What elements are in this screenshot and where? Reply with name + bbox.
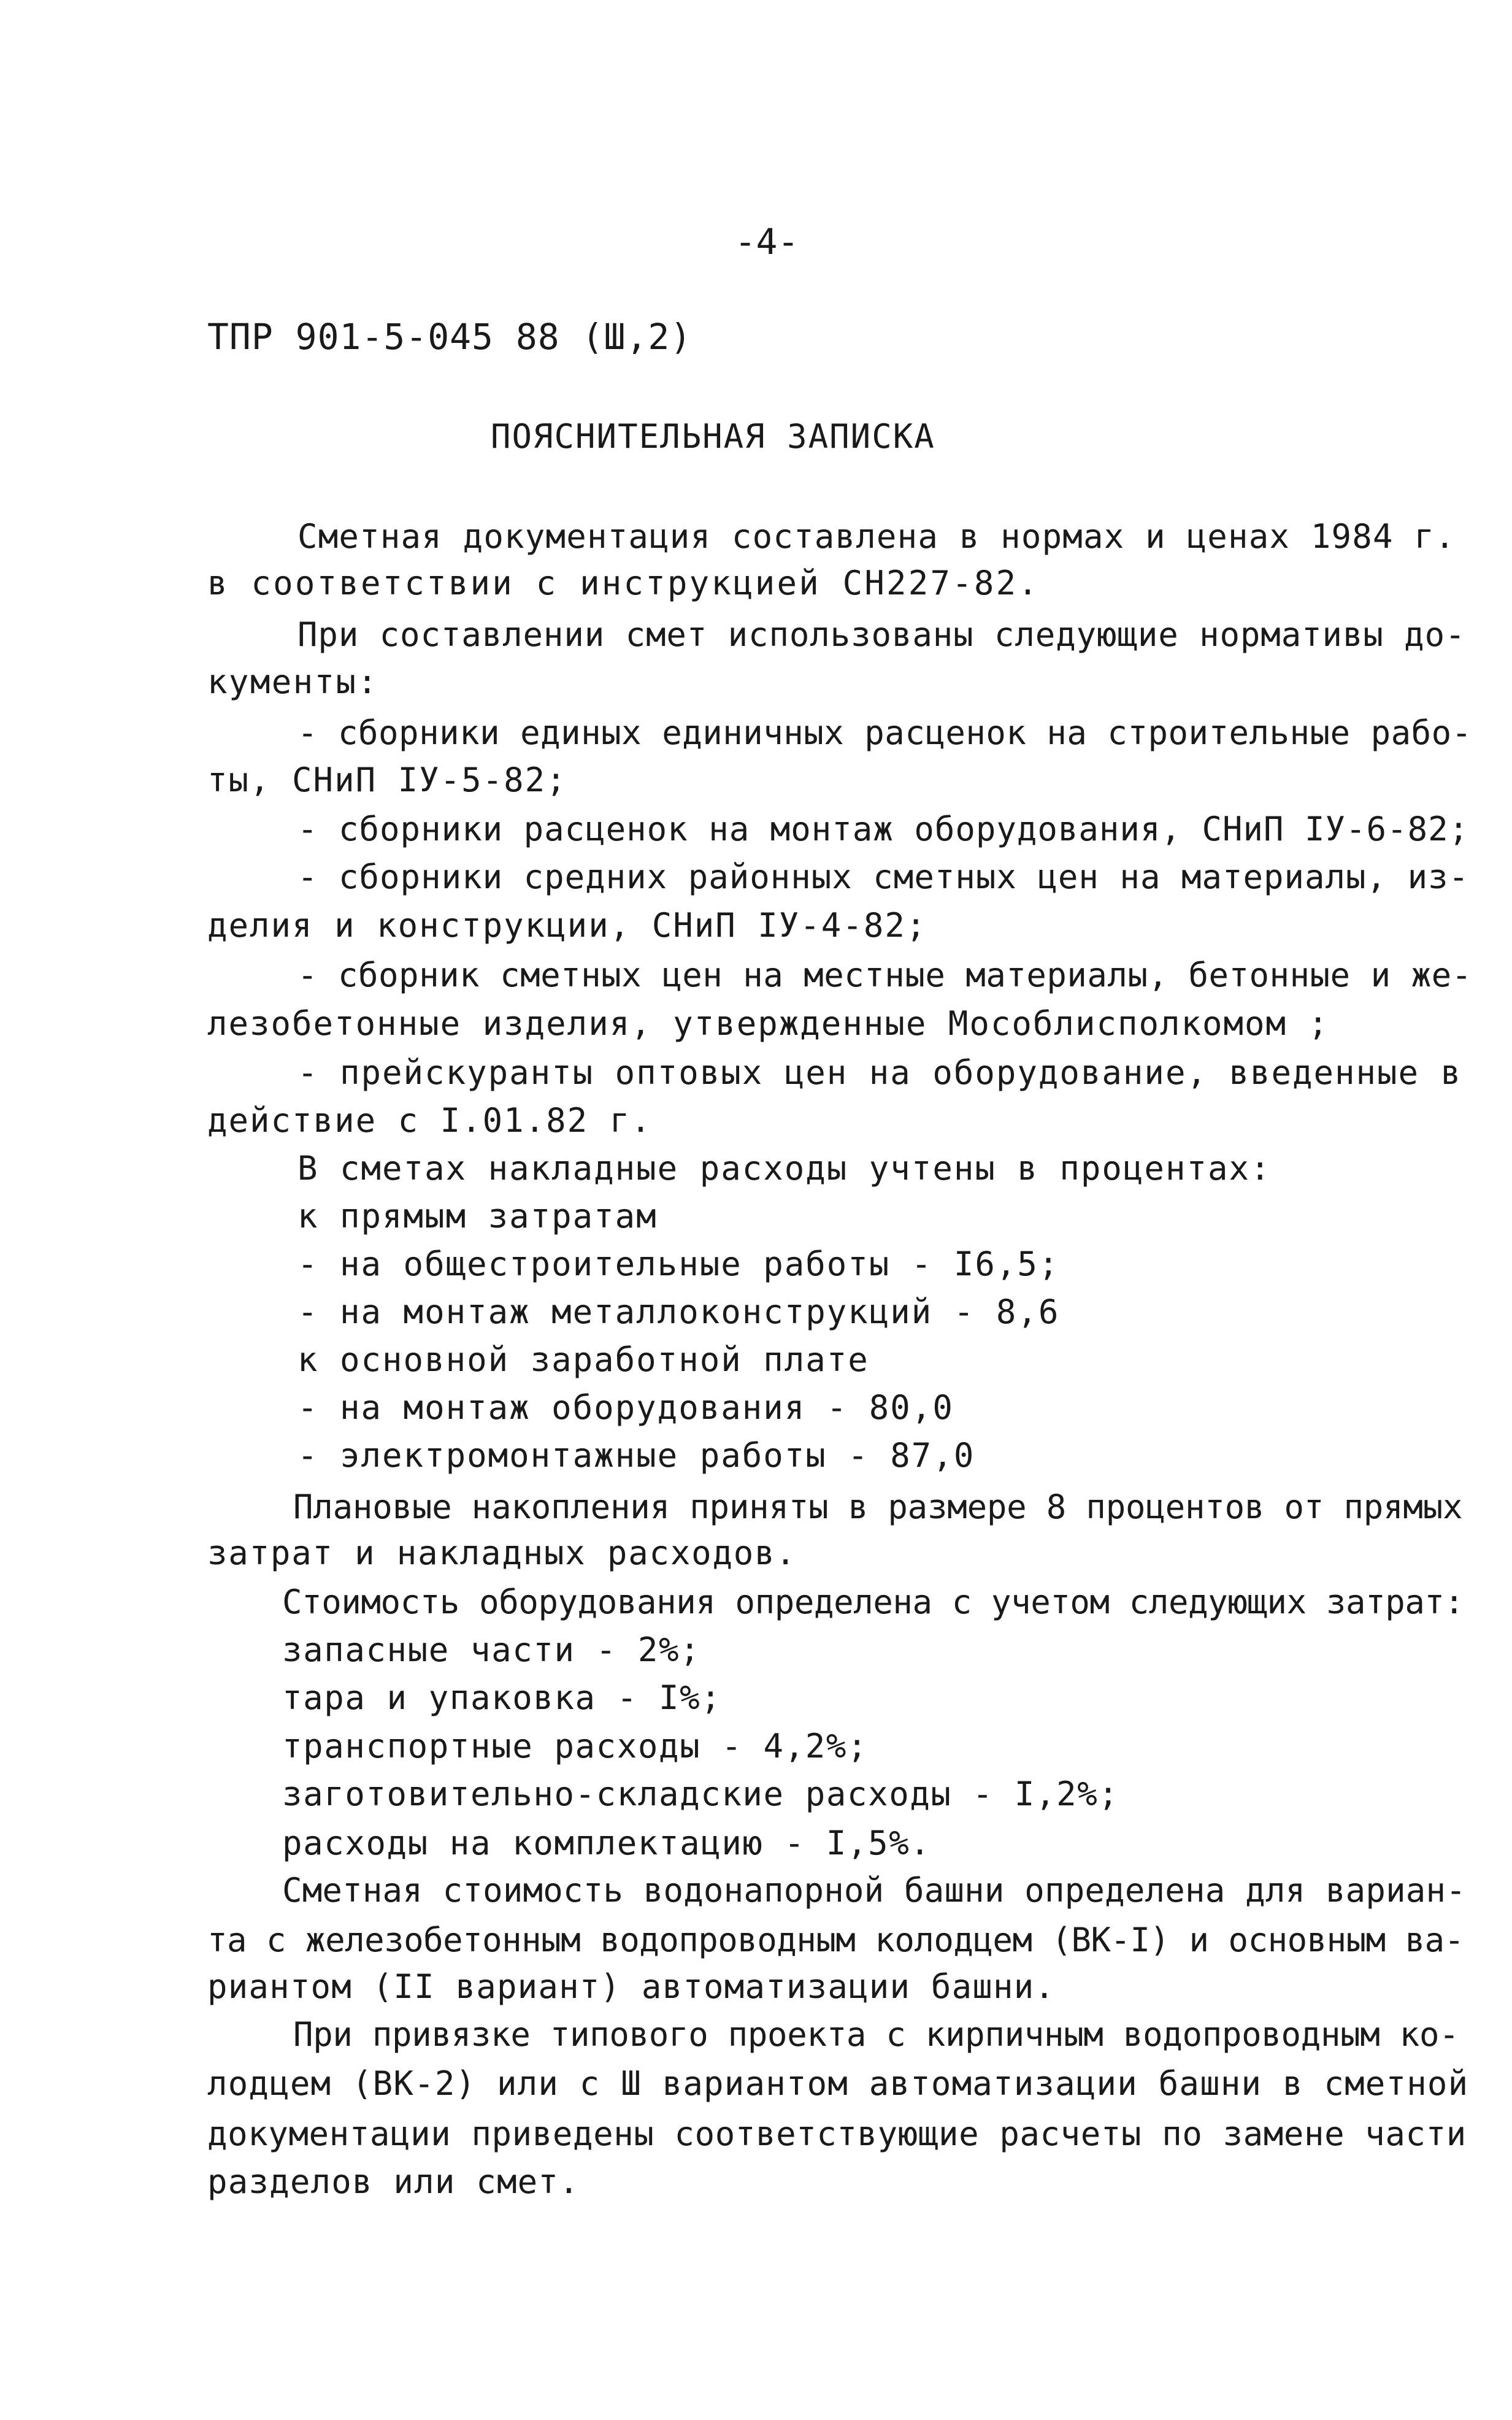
text-line: - сборники средних районных сметных цен на материалы, из- — [297, 858, 1470, 896]
text-line: документации приведены соответствующие расчеты по замене части — [207, 2115, 1467, 2153]
document-code: ТПР 901-5-045 88 (Ш,2) — [207, 316, 693, 358]
text-line: - сборник сметных цен на местные материалы, бетонные и же- — [297, 956, 1472, 994]
page-number: -4- — [734, 221, 799, 263]
text-line: запасные части - 2%; — [282, 1631, 701, 1669]
text-line: кументы: — [207, 663, 379, 701]
text-line: расходы на комплектацию - I,5%. — [282, 1824, 931, 1862]
text-line: В сметах накладные расходы учтены в процентах: — [297, 1149, 1272, 1188]
text-line: тара и упаковка - I%; — [282, 1678, 722, 1717]
text-line: - на общестроительные работы - I6,5; — [297, 1245, 1060, 1283]
text-line: - прейскуранты оптовых цен на оборудование, введенные в — [297, 1053, 1462, 1092]
text-line: действие с I.01.82 г. — [207, 1101, 652, 1140]
text-line: ты, СНиП IУ-5-82; — [207, 761, 567, 799]
text-line: При составлении смет использованы следующие нормативы до- — [297, 615, 1466, 654]
text-line: Сметная документация составлена в нормах и ценах 1984 г. — [297, 517, 1456, 556]
text-line: лодцем (ВК-2) или с Ш вариантом автоматизации башни в сметной — [207, 2064, 1469, 2103]
text-line: затрат и накладных расходов. — [207, 1534, 797, 1572]
text-line: - на монтаж металлоконструкций - 8,6 — [297, 1293, 1060, 1331]
text-line: Стоимость оборудования определена с учетом следующих затрат: — [282, 1583, 1464, 1621]
text-line: - электромонтажные работы - 87,0 — [297, 1436, 975, 1475]
text-line: в соответствии с инструкцией СН227-82. — [207, 564, 1040, 602]
text-line: риантом (II вариант) автоматизации башни. — [207, 1967, 1056, 2006]
text-line: делия и конструкции, СНиП IУ-4-82; — [207, 906, 927, 945]
text-line: та с железобетонным водопроводным колодцем (ВК-I) и основным ва- — [207, 1921, 1464, 1959]
text-line: Сметная стоимость водонапорной башни определена для вариан- — [282, 1871, 1466, 1910]
text-line: разделов или смет. — [207, 2162, 580, 2201]
text-line: заготовительно-складские расходы - I,2%; — [282, 1775, 1119, 1813]
text-line: - сборники единых единичных расценок на строительные рабо- — [297, 713, 1472, 752]
document-title: ПОЯСНИТЕЛЬНАЯ ЗАПИСКА — [491, 417, 935, 456]
text-line: Плановые накопления приняты в размере 8 процентов от прямых — [293, 1488, 1463, 1526]
text-line: При привязке типового проекта с кирпичным водопроводным ко- — [293, 2015, 1459, 2054]
text-line: - на монтаж оборудования - 80,0 — [297, 1388, 954, 1427]
text-line: транспортные расходы - 4,2%; — [282, 1727, 869, 1765]
text-line: лезобетонные изделия, утвержденные Мособлисполкомом ; — [207, 1004, 1330, 1043]
text-line: к прямым затратам — [297, 1197, 658, 1235]
text-line: к основной заработной плате — [297, 1340, 869, 1379]
text-line: - сборники расценок на монтаж оборудования, СНиП IУ-6-82; — [297, 810, 1470, 848]
